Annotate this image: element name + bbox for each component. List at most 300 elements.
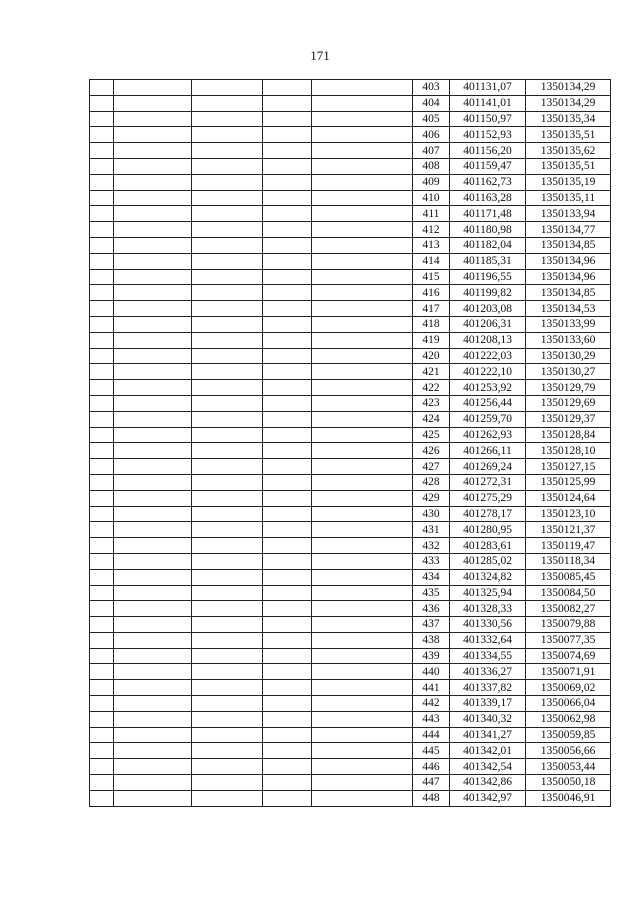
y-coordinate-cell: 1350134,29 bbox=[526, 80, 611, 96]
empty-cell bbox=[192, 538, 263, 554]
empty-cell bbox=[192, 459, 263, 475]
y-coordinate-cell: 1350053,44 bbox=[526, 759, 611, 775]
point-number-cell: 411 bbox=[413, 206, 450, 222]
empty-cell bbox=[312, 222, 413, 238]
empty-cell bbox=[263, 395, 312, 411]
table-row bbox=[90, 522, 611, 538]
empty-cell bbox=[192, 506, 263, 522]
empty-cell bbox=[90, 80, 114, 96]
empty-cell bbox=[90, 237, 114, 253]
point-number-cell: 404 bbox=[413, 95, 450, 111]
empty-cell bbox=[263, 506, 312, 522]
point-number-cell: 415 bbox=[413, 269, 450, 285]
empty-cell bbox=[263, 585, 312, 601]
empty-cell bbox=[90, 632, 114, 648]
empty-cell bbox=[263, 380, 312, 396]
empty-cell bbox=[312, 395, 413, 411]
x-coordinate-cell: 401222,03 bbox=[450, 348, 526, 364]
y-coordinate-cell: 1350133,60 bbox=[526, 332, 611, 348]
empty-cell bbox=[312, 775, 413, 791]
x-coordinate-cell: 401330,56 bbox=[450, 617, 526, 633]
table-row bbox=[90, 632, 611, 648]
empty-cell bbox=[114, 569, 192, 585]
empty-cell bbox=[90, 332, 114, 348]
table-row bbox=[90, 506, 611, 522]
y-coordinate-cell: 1350062,98 bbox=[526, 711, 611, 727]
empty-cell bbox=[312, 459, 413, 475]
empty-cell bbox=[312, 364, 413, 380]
x-coordinate-cell: 401337,82 bbox=[450, 680, 526, 696]
x-coordinate-cell: 401163,28 bbox=[450, 190, 526, 206]
y-coordinate-cell: 1350135,34 bbox=[526, 111, 611, 127]
table-row bbox=[90, 553, 611, 569]
x-coordinate-cell: 401256,44 bbox=[450, 395, 526, 411]
x-coordinate-cell: 401180,98 bbox=[450, 222, 526, 238]
empty-cell bbox=[192, 427, 263, 443]
empty-cell bbox=[114, 411, 192, 427]
empty-cell bbox=[312, 269, 413, 285]
x-coordinate-cell: 401262,93 bbox=[450, 427, 526, 443]
y-coordinate-cell: 1350134,85 bbox=[526, 237, 611, 253]
point-number-cell: 436 bbox=[413, 601, 450, 617]
point-number-cell: 435 bbox=[413, 585, 450, 601]
empty-cell bbox=[114, 395, 192, 411]
empty-cell bbox=[263, 759, 312, 775]
empty-cell bbox=[312, 553, 413, 569]
empty-cell bbox=[263, 206, 312, 222]
empty-cell bbox=[114, 759, 192, 775]
empty-cell bbox=[114, 364, 192, 380]
empty-cell bbox=[90, 158, 114, 174]
table-row bbox=[90, 617, 611, 633]
x-coordinate-cell: 401222,10 bbox=[450, 364, 526, 380]
point-number-cell: 440 bbox=[413, 664, 450, 680]
empty-cell bbox=[192, 632, 263, 648]
empty-cell bbox=[114, 253, 192, 269]
point-number-cell: 439 bbox=[413, 648, 450, 664]
empty-cell bbox=[114, 696, 192, 712]
y-coordinate-cell: 1350135,11 bbox=[526, 190, 611, 206]
empty-cell bbox=[263, 95, 312, 111]
y-coordinate-cell: 1350128,10 bbox=[526, 443, 611, 459]
y-coordinate-cell: 1350134,77 bbox=[526, 222, 611, 238]
page-number: 171 bbox=[310, 48, 330, 63]
empty-cell bbox=[90, 443, 114, 459]
x-coordinate-cell: 401156,20 bbox=[450, 143, 526, 159]
empty-cell bbox=[263, 285, 312, 301]
table-row bbox=[90, 538, 611, 554]
empty-cell bbox=[312, 143, 413, 159]
empty-cell bbox=[263, 80, 312, 96]
empty-cell bbox=[192, 143, 263, 159]
empty-cell bbox=[312, 80, 413, 96]
empty-cell bbox=[192, 253, 263, 269]
empty-cell bbox=[90, 775, 114, 791]
point-number-cell: 448 bbox=[413, 790, 450, 806]
empty-cell bbox=[114, 474, 192, 490]
empty-cell bbox=[90, 743, 114, 759]
empty-cell bbox=[192, 95, 263, 111]
x-coordinate-cell: 401339,17 bbox=[450, 696, 526, 712]
empty-cell bbox=[114, 237, 192, 253]
x-coordinate-cell: 401283,61 bbox=[450, 538, 526, 554]
empty-cell bbox=[192, 696, 263, 712]
empty-cell bbox=[312, 601, 413, 617]
empty-cell bbox=[192, 522, 263, 538]
empty-cell bbox=[263, 127, 312, 143]
empty-cell bbox=[114, 617, 192, 633]
empty-cell bbox=[263, 601, 312, 617]
empty-cell bbox=[263, 222, 312, 238]
empty-cell bbox=[90, 522, 114, 538]
x-coordinate-cell: 401269,24 bbox=[450, 459, 526, 475]
empty-cell bbox=[114, 332, 192, 348]
table-row bbox=[90, 775, 611, 791]
empty-cell bbox=[263, 459, 312, 475]
point-number-cell: 421 bbox=[413, 364, 450, 380]
empty-cell bbox=[90, 696, 114, 712]
x-coordinate-cell: 401152,93 bbox=[450, 127, 526, 143]
coordinates-table-body bbox=[90, 80, 611, 807]
table-row bbox=[90, 269, 611, 285]
table-row bbox=[90, 459, 611, 475]
empty-cell bbox=[312, 190, 413, 206]
empty-cell bbox=[192, 727, 263, 743]
table-row bbox=[90, 759, 611, 775]
empty-cell bbox=[192, 237, 263, 253]
empty-cell bbox=[114, 743, 192, 759]
empty-cell bbox=[192, 711, 263, 727]
table-row bbox=[90, 711, 611, 727]
empty-cell bbox=[114, 269, 192, 285]
empty-cell bbox=[192, 348, 263, 364]
y-coordinate-cell: 1350071,91 bbox=[526, 664, 611, 680]
empty-cell bbox=[312, 206, 413, 222]
point-number-cell: 445 bbox=[413, 743, 450, 759]
table-row bbox=[90, 680, 611, 696]
table-row bbox=[90, 364, 611, 380]
empty-cell bbox=[263, 158, 312, 174]
y-coordinate-cell: 1350125,99 bbox=[526, 474, 611, 490]
empty-cell bbox=[114, 427, 192, 443]
empty-cell bbox=[263, 632, 312, 648]
table-row bbox=[90, 790, 611, 806]
point-number-cell: 434 bbox=[413, 569, 450, 585]
empty-cell bbox=[192, 80, 263, 96]
empty-cell bbox=[312, 569, 413, 585]
point-number-cell: 406 bbox=[413, 127, 450, 143]
empty-cell bbox=[263, 301, 312, 317]
empty-cell bbox=[312, 743, 413, 759]
point-number-cell: 407 bbox=[413, 143, 450, 159]
x-coordinate-cell: 401141,01 bbox=[450, 95, 526, 111]
empty-cell bbox=[312, 522, 413, 538]
y-coordinate-cell: 1350079,88 bbox=[526, 617, 611, 633]
empty-cell bbox=[192, 790, 263, 806]
point-number-cell: 409 bbox=[413, 174, 450, 190]
empty-cell bbox=[114, 95, 192, 111]
empty-cell bbox=[263, 411, 312, 427]
x-coordinate-cell: 401272,31 bbox=[450, 474, 526, 490]
empty-cell bbox=[263, 790, 312, 806]
empty-cell bbox=[114, 711, 192, 727]
empty-cell bbox=[114, 632, 192, 648]
empty-cell bbox=[192, 127, 263, 143]
empty-cell bbox=[312, 585, 413, 601]
empty-cell bbox=[192, 316, 263, 332]
empty-cell bbox=[90, 127, 114, 143]
empty-cell bbox=[90, 648, 114, 664]
y-coordinate-cell: 1350127,15 bbox=[526, 459, 611, 475]
y-coordinate-cell: 1350050,18 bbox=[526, 775, 611, 791]
table-row bbox=[90, 253, 611, 269]
empty-cell bbox=[192, 759, 263, 775]
point-number-cell: 443 bbox=[413, 711, 450, 727]
point-number-cell: 412 bbox=[413, 222, 450, 238]
empty-cell bbox=[312, 427, 413, 443]
y-coordinate-cell: 1350084,50 bbox=[526, 585, 611, 601]
table-row bbox=[90, 727, 611, 743]
empty-cell bbox=[263, 348, 312, 364]
empty-cell bbox=[312, 95, 413, 111]
point-number-cell: 403 bbox=[413, 80, 450, 96]
y-coordinate-cell: 1350134,96 bbox=[526, 253, 611, 269]
empty-cell bbox=[312, 332, 413, 348]
point-number-cell: 413 bbox=[413, 237, 450, 253]
x-coordinate-cell: 401324,82 bbox=[450, 569, 526, 585]
point-number-cell: 432 bbox=[413, 538, 450, 554]
empty-cell bbox=[114, 190, 192, 206]
empty-cell bbox=[192, 617, 263, 633]
empty-cell bbox=[114, 443, 192, 459]
empty-cell bbox=[90, 459, 114, 475]
y-coordinate-cell: 1350130,27 bbox=[526, 364, 611, 380]
point-number-cell: 425 bbox=[413, 427, 450, 443]
y-coordinate-cell: 1350135,19 bbox=[526, 174, 611, 190]
empty-cell bbox=[312, 538, 413, 554]
y-coordinate-cell: 1350124,64 bbox=[526, 490, 611, 506]
point-number-cell: 441 bbox=[413, 680, 450, 696]
empty-cell bbox=[90, 222, 114, 238]
empty-cell bbox=[114, 727, 192, 743]
empty-cell bbox=[312, 680, 413, 696]
point-number-cell: 428 bbox=[413, 474, 450, 490]
y-coordinate-cell: 1350134,96 bbox=[526, 269, 611, 285]
x-coordinate-cell: 401196,55 bbox=[450, 269, 526, 285]
empty-cell bbox=[90, 790, 114, 806]
x-coordinate-cell: 401208,13 bbox=[450, 332, 526, 348]
y-coordinate-cell: 1350066,04 bbox=[526, 696, 611, 712]
empty-cell bbox=[90, 206, 114, 222]
point-number-cell: 426 bbox=[413, 443, 450, 459]
empty-cell bbox=[90, 759, 114, 775]
empty-cell bbox=[90, 111, 114, 127]
y-coordinate-cell: 1350059,85 bbox=[526, 727, 611, 743]
empty-cell bbox=[90, 711, 114, 727]
x-coordinate-cell: 401206,31 bbox=[450, 316, 526, 332]
empty-cell bbox=[312, 174, 413, 190]
point-number-cell: 420 bbox=[413, 348, 450, 364]
x-coordinate-cell: 401171,48 bbox=[450, 206, 526, 222]
empty-cell bbox=[114, 553, 192, 569]
empty-cell bbox=[192, 490, 263, 506]
point-number-cell: 438 bbox=[413, 632, 450, 648]
empty-cell bbox=[263, 316, 312, 332]
empty-cell bbox=[90, 348, 114, 364]
empty-cell bbox=[263, 696, 312, 712]
point-number-cell: 442 bbox=[413, 696, 450, 712]
empty-cell bbox=[114, 127, 192, 143]
empty-cell bbox=[312, 380, 413, 396]
point-number-cell: 437 bbox=[413, 617, 450, 633]
empty-cell bbox=[192, 553, 263, 569]
table-row bbox=[90, 569, 611, 585]
empty-cell bbox=[263, 680, 312, 696]
empty-cell bbox=[192, 569, 263, 585]
table-row bbox=[90, 174, 611, 190]
x-coordinate-cell: 401340,32 bbox=[450, 711, 526, 727]
empty-cell bbox=[263, 443, 312, 459]
empty-cell bbox=[90, 301, 114, 317]
empty-cell bbox=[192, 648, 263, 664]
empty-cell bbox=[312, 285, 413, 301]
table-row bbox=[90, 127, 611, 143]
y-coordinate-cell: 1350134,85 bbox=[526, 285, 611, 301]
x-coordinate-cell: 401182,04 bbox=[450, 237, 526, 253]
empty-cell bbox=[90, 506, 114, 522]
table-row bbox=[90, 111, 611, 127]
empty-cell bbox=[192, 332, 263, 348]
empty-cell bbox=[114, 222, 192, 238]
point-number-cell: 405 bbox=[413, 111, 450, 127]
empty-cell bbox=[263, 490, 312, 506]
empty-cell bbox=[312, 158, 413, 174]
empty-cell bbox=[90, 190, 114, 206]
empty-cell bbox=[114, 143, 192, 159]
point-number-cell: 423 bbox=[413, 395, 450, 411]
table-row bbox=[90, 206, 611, 222]
point-number-cell: 431 bbox=[413, 522, 450, 538]
x-coordinate-cell: 401159,47 bbox=[450, 158, 526, 174]
y-coordinate-cell: 1350130,29 bbox=[526, 348, 611, 364]
x-coordinate-cell: 401334,55 bbox=[450, 648, 526, 664]
empty-cell bbox=[192, 206, 263, 222]
empty-cell bbox=[114, 490, 192, 506]
empty-cell bbox=[192, 364, 263, 380]
table-row bbox=[90, 143, 611, 159]
empty-cell bbox=[114, 775, 192, 791]
empty-cell bbox=[263, 174, 312, 190]
empty-cell bbox=[90, 727, 114, 743]
table-row bbox=[90, 301, 611, 317]
empty-cell bbox=[90, 380, 114, 396]
empty-cell bbox=[263, 538, 312, 554]
x-coordinate-cell: 401266,11 bbox=[450, 443, 526, 459]
empty-cell bbox=[192, 680, 263, 696]
x-coordinate-cell: 401203,08 bbox=[450, 301, 526, 317]
x-coordinate-cell: 401342,01 bbox=[450, 743, 526, 759]
y-coordinate-cell: 1350046,91 bbox=[526, 790, 611, 806]
empty-cell bbox=[192, 474, 263, 490]
empty-cell bbox=[263, 664, 312, 680]
table-row bbox=[90, 190, 611, 206]
point-number-cell: 422 bbox=[413, 380, 450, 396]
empty-cell bbox=[114, 585, 192, 601]
empty-cell bbox=[263, 553, 312, 569]
empty-cell bbox=[114, 301, 192, 317]
y-coordinate-cell: 1350135,51 bbox=[526, 158, 611, 174]
point-number-cell: 429 bbox=[413, 490, 450, 506]
empty-cell bbox=[312, 111, 413, 127]
empty-cell bbox=[90, 553, 114, 569]
empty-cell bbox=[312, 790, 413, 806]
x-coordinate-cell: 401150,97 bbox=[450, 111, 526, 127]
empty-cell bbox=[312, 301, 413, 317]
empty-cell bbox=[90, 364, 114, 380]
empty-cell bbox=[90, 253, 114, 269]
empty-cell bbox=[114, 380, 192, 396]
y-coordinate-cell: 1350133,94 bbox=[526, 206, 611, 222]
y-coordinate-cell: 1350121,37 bbox=[526, 522, 611, 538]
empty-cell bbox=[312, 443, 413, 459]
x-coordinate-cell: 401131,07 bbox=[450, 80, 526, 96]
empty-cell bbox=[312, 617, 413, 633]
table-row bbox=[90, 348, 611, 364]
empty-cell bbox=[192, 395, 263, 411]
empty-cell bbox=[312, 253, 413, 269]
y-coordinate-cell: 1350129,37 bbox=[526, 411, 611, 427]
empty-cell bbox=[263, 237, 312, 253]
empty-cell bbox=[192, 285, 263, 301]
empty-cell bbox=[263, 253, 312, 269]
empty-cell bbox=[192, 443, 263, 459]
empty-cell bbox=[192, 111, 263, 127]
empty-cell bbox=[114, 680, 192, 696]
empty-cell bbox=[90, 95, 114, 111]
x-coordinate-cell: 401341,27 bbox=[450, 727, 526, 743]
empty-cell bbox=[312, 696, 413, 712]
empty-cell bbox=[90, 538, 114, 554]
table-row bbox=[90, 696, 611, 712]
x-coordinate-cell: 401280,95 bbox=[450, 522, 526, 538]
empty-cell bbox=[312, 632, 413, 648]
empty-cell bbox=[312, 648, 413, 664]
empty-cell bbox=[114, 111, 192, 127]
empty-cell bbox=[263, 617, 312, 633]
table-row bbox=[90, 585, 611, 601]
empty-cell bbox=[263, 522, 312, 538]
empty-cell bbox=[90, 617, 114, 633]
y-coordinate-cell: 1350056,66 bbox=[526, 743, 611, 759]
table-row bbox=[90, 395, 611, 411]
y-coordinate-cell: 1350129,69 bbox=[526, 395, 611, 411]
x-coordinate-cell: 401278,17 bbox=[450, 506, 526, 522]
x-coordinate-cell: 401325,94 bbox=[450, 585, 526, 601]
empty-cell bbox=[90, 585, 114, 601]
empty-cell bbox=[192, 269, 263, 285]
table-row bbox=[90, 664, 611, 680]
table-row bbox=[90, 411, 611, 427]
x-coordinate-cell: 401336,27 bbox=[450, 664, 526, 680]
point-number-cell: 446 bbox=[413, 759, 450, 775]
empty-cell bbox=[192, 743, 263, 759]
table-row bbox=[90, 332, 611, 348]
empty-cell bbox=[192, 380, 263, 396]
empty-cell bbox=[263, 743, 312, 759]
empty-cell bbox=[114, 174, 192, 190]
empty-cell bbox=[312, 727, 413, 743]
point-number-cell: 416 bbox=[413, 285, 450, 301]
